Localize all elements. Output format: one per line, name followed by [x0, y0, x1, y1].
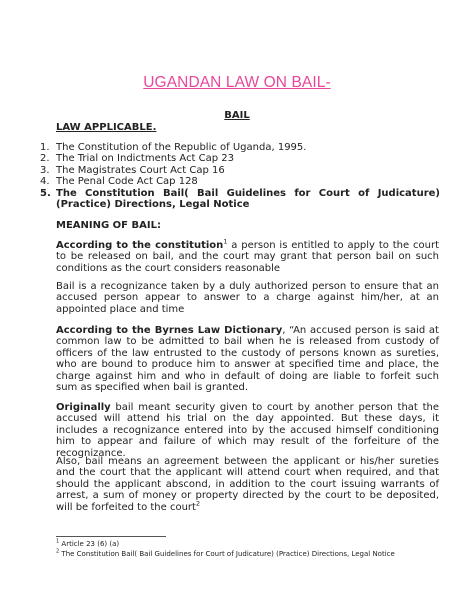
paragraph-byrnes	[56, 325, 439, 393]
paragraph-body: a person is entitled to apply to the court to be released on bail, and the court may grant that person bail on such conditions as the court considers reasonable	[56, 240, 439, 274]
paragraph-body: , “An accused person is said at common law to be admitted to bail when he is released from custody of officers of the law entrusted to the custody of persons known as sureties, who are bound to produce him to answer at specified time and place, the charge against him and who in default of doing are liable to forfeit such sum as specified when bail is granted.	[56, 325, 439, 394]
law-item	[40, 142, 440, 153]
law-item-text: The Trial on Indictments Act Cap 23	[56, 153, 235, 165]
paragraph-lead: Originally	[56, 402, 111, 413]
section-heading: BAIL	[224, 110, 250, 121]
laws-list	[40, 142, 440, 210]
paragraph-lead: According to the Byrnes Law Dictionary	[56, 325, 283, 336]
meaning-heading: MEANING OF BAIL:	[56, 220, 161, 231]
paragraph-body: Bail is a recognizance taken by a duly authorized person to ensure that an accused person appear to answer to a charge against him/her, at an appointed place and time	[56, 281, 439, 315]
paragraph-originally	[56, 402, 439, 459]
law-item	[40, 176, 440, 187]
law-item-text: The Magistrates Court Act Cap 16	[56, 164, 225, 176]
paragraph-recognizance	[56, 281, 439, 315]
document-title: UGANDAN LAW ON BAIL-	[143, 74, 331, 91]
law-item-number: 2.	[40, 153, 50, 165]
footnote-2	[56, 550, 395, 559]
law-item-text: The Penal Code Act Cap 128	[56, 176, 198, 188]
paragraph-lead: According to the constitution	[56, 240, 224, 251]
footnote-reference[interactable]: 1	[223, 237, 228, 246]
paragraph-constitution	[56, 237, 439, 274]
footnote-1	[56, 540, 119, 549]
paragraph-agreement	[56, 456, 439, 513]
paragraph-body: bail meant security given to court by another person that the accused will attend his trial on the day appointed. But these days, it includes a recognizance entered into by the accused himself conditioning him to appear and failure of which may result of the forfeiture of the recognizance.	[56, 402, 439, 459]
law-item-text: The Constitution of the Republic of Uganda, 1995.	[56, 142, 307, 153]
law-item-text: The Constitution Bail( Bail Guidelines for Court of Judicature) (Practice) Directions, Legal Notice	[56, 187, 440, 211]
footnote-text: Article 23 (6) (a)	[59, 540, 120, 548]
footnote-text: The Constitution Bail( Bail Guidelines for Court of Judicature) (Practice) Directions, Legal Notice	[59, 550, 395, 558]
paragraph-body: Also, bail means an agreement between the applicant or his/her sureties and the court that the applicant will attend court when required, and that should the applicant abscond, in addition to the court issuing warrants of arrest, a sum of money or property directed by the court to be deposited, will be forfeited to the court	[56, 456, 439, 513]
footnote-number: 1	[56, 538, 60, 545]
law-item	[40, 188, 440, 211]
law-item-number: 3.	[40, 164, 50, 176]
footnote-number: 2	[56, 548, 60, 555]
law-applicable-heading: LAW APPLICABLE.	[56, 122, 157, 133]
law-item	[40, 165, 440, 176]
law-item-number: 4.	[40, 176, 50, 188]
law-item	[40, 153, 440, 164]
law-item-number: 1.	[40, 142, 50, 153]
footnote-separator	[56, 536, 166, 537]
law-item-number: 5.	[40, 187, 51, 199]
footnote-reference[interactable]: 2	[195, 499, 201, 508]
